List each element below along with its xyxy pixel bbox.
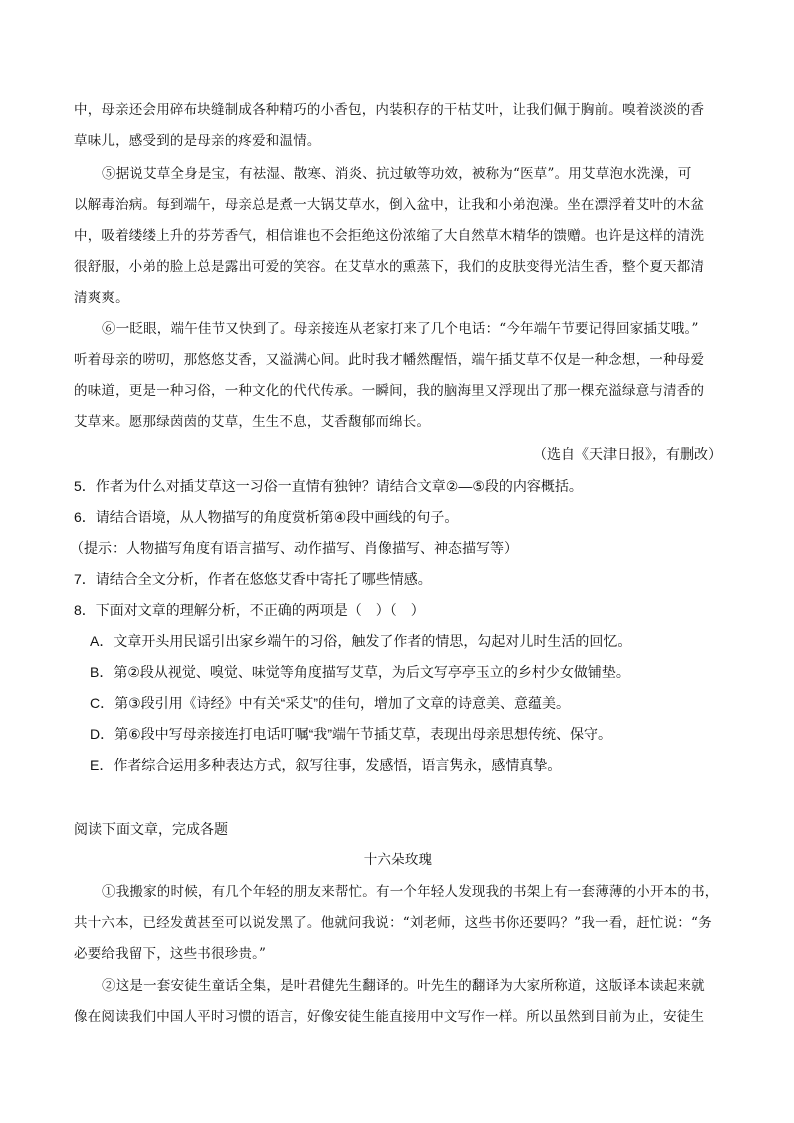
- text-line: 艾草来。愿那绿茵茵的艾草，生生不息，艾香馥郁而绵长。: [74, 414, 431, 430]
- text-line: 很舒服，小弟的脸上总是露出可爱的笑容。在艾草水的熏蒸下，我们的皮肤变得光洁生香，整个夏天都清: [74, 259, 705, 275]
- text-line: 草味儿，感受到的是母亲的疼爱和温情。: [74, 133, 321, 149]
- text-line: 听着母亲的唠叨，那悠悠艾香，又溢满心间。此时我才幡然醒悟，端午插艾草不仅是一种念想，一种母爱: [74, 352, 705, 368]
- question-8-option-c: C．第③段引用《诗经》中有关“采艾”的佳句，增加了文章的诗意美、意蕴美。: [90, 695, 570, 711]
- passage2-instruction: [74, 814, 722, 845]
- text-line: ⑤据说艾草全身是宝，有祛湿、散寒、消炎、抗过敏等功效，被称为“医草”。用艾草泡水洗澡，可: [102, 166, 692, 182]
- passage2-paragraph-2: [74, 971, 722, 1033]
- questions-block: [70, 471, 722, 781]
- passage2-paragraph-1: [74, 877, 722, 970]
- question-5: 5．作者为什么对插艾草这一习俗一直情有独钟？请结合文章②—⑤段的内容概括。: [74, 478, 583, 494]
- text-line: 中，母亲还会用碎布块缝制成各种精巧的小香包，内装积存的干枯艾叶，让我们佩于胸前。嗅着淡淡的香: [74, 102, 705, 118]
- question-8: 8．下面对文章的理解分析，不正确的两项是（ ）（ ）: [74, 602, 425, 618]
- text-line: 像在阅读我们中国人平时习惯的语言，好像安徒生能直接用中文写作一样。所以虽然到目前为止，安徒生: [74, 1009, 705, 1025]
- question-8-option-b: B．第②段从视觉、嗅觉、味觉等角度描写艾草，为后文写亭亭玉立的乡村少女做铺垫。: [90, 664, 630, 680]
- instruction-text: 阅读下面文章，完成各题: [74, 821, 228, 837]
- question-6: 6．请结合语境，从人物描写的角度赏析第④段中画线的句子。: [74, 509, 459, 525]
- passage1-intro-paragraph: [74, 95, 722, 157]
- passage2-title: 十六朵玫瑰: [363, 852, 433, 868]
- question-8-option-d: D．第⑥段中写母亲接连打电话叮嘱“我”端午节插艾草，表现出母亲思想传统、保守。: [90, 726, 612, 742]
- question-7: 7．请结合全文分析，作者在悠悠艾香中寄托了哪些情感。: [74, 571, 432, 587]
- passage1-paragraph-5: [74, 159, 722, 314]
- passage1-paragraph-6: [74, 314, 722, 438]
- question-8-option-e: E．作者综合运用多种表达方式，叙写往事，发感悟，语言隽永，感情真挚。: [90, 757, 562, 773]
- text-line: 清爽爽。: [74, 290, 129, 306]
- question-6-hint: （提示：人物描写角度有语言描写、动作描写、肖像描写、神态描写等）: [70, 540, 518, 556]
- text-line: 共十六本，已经发黄甚至可以说发黑了。他就问我说：“刘老师，这些书你还要吗？”我一看，赶忙说：“务: [74, 915, 712, 931]
- text-line: 以解毒治病。每到端午，母亲总是煮一大锅艾草水，倒入盆中，让我和小弟泡澡。坐在漂浮着艾叶的木盆: [74, 197, 705, 213]
- question-8-option-a: A．文章开头用民谣引出家乡端午的习俗，触发了作者的情思，勾起对儿时生活的回忆。: [90, 633, 632, 649]
- text-line: ⑥一眨眼，端午佳节又快到了。母亲接连从老家打来了几个电话：“今年端午节要记得回家插艾哦。”: [102, 321, 699, 337]
- text-line: ②这是一套安徒生童话全集，是叶君健先生翻译的。叶先生的翻译为大家所称道，这版译本读起来就: [102, 978, 705, 994]
- text-line: 中，吸着缕缕上升的芬芳香气，相信谁也不会拒绝这份浓缩了大自然草木精华的馈赠。也许是这样的清洗: [74, 228, 705, 244]
- passage1-source: （选自《天津日报》，有删改）: [533, 446, 722, 462]
- text-line: 必要给我留下，这些书很珍贵。”: [74, 946, 267, 962]
- text-line: ①我搬家的时候，有几个年轻的朋友来帮忙。有一个年轻人发现我的书架上有一套薄薄的小开本的书，: [102, 884, 719, 900]
- text-line: 的味道，更是一种习俗，一种文化的代代传承。一瞬间，我的脑海里又浮现出了那一棵充溢绿意与清香的: [74, 383, 705, 399]
